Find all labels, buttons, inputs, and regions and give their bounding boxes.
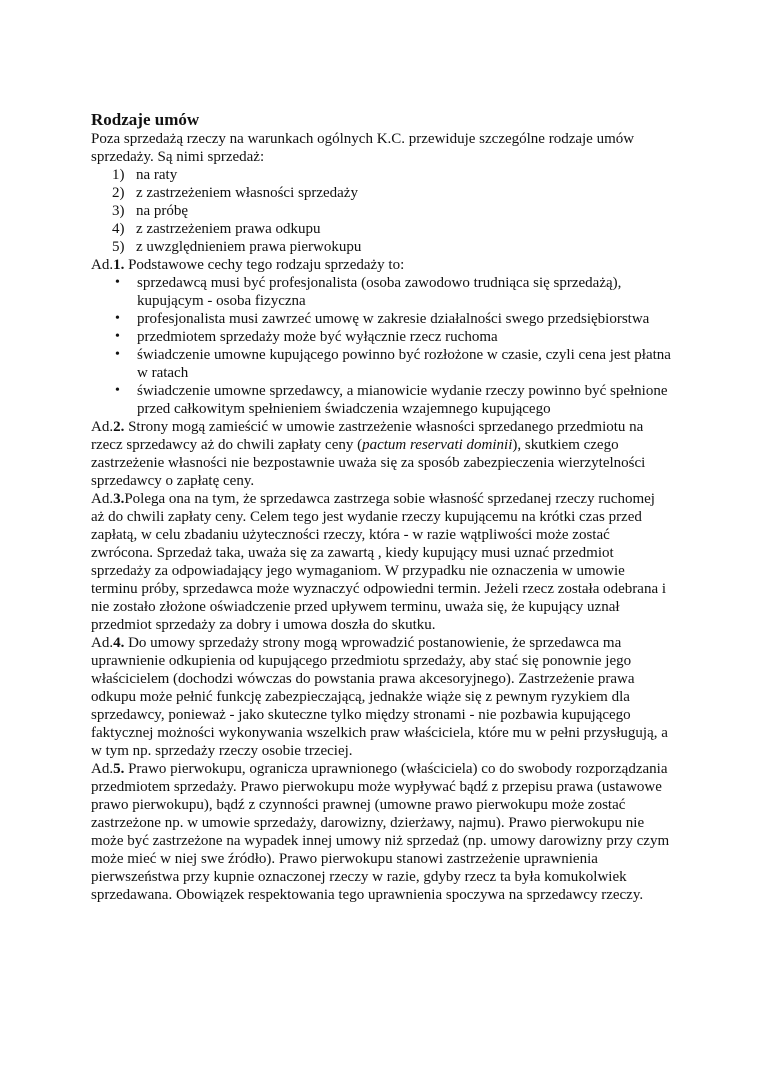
ad4-paragraph <box>91 634 671 760</box>
bullet-item <box>115 274 671 310</box>
ad-text: Prawo pierwokupu, ogranicza uprawnionego (właściciela) co do swobody rozporządzania przedmiotem sprzedaży. Prawo pierwokupu może wypływać bądź z przepisu prawa (ustawowe prawo pierwokupu), bądź z czynności prawnej (umowne prawo pierwokupu może zostać zastrzeżone np. w umowie sprzedaży, darowizny, dzierżawy, najmu). Prawo pierwokupu nie może być zastrzeżone na wypadek innej umowy niż sprzedaż (np. umowy darowizny przy czym może mieć w niej swe źródło). Prawo pierwokupu stanowi zastrzeżenie uprawnienia pierwszeństwa przy kupnie oznaczonej rzeczy w razie, gdyby rzecz ta była komukolwiek sprzedawana. Obowiązek respektowania tego uprawnienia spoczywa na sprzedawcy rzeczy. <box>91 761 670 903</box>
list-text: na raty <box>136 167 178 183</box>
ad1-paragraph <box>91 256 671 274</box>
ad-prefix: Ad. <box>91 419 114 435</box>
ad-number: 4. <box>113 635 125 651</box>
list-item <box>112 202 671 220</box>
bullet-text: przedmiotem sprzedaży może być wyłącznie rzecz ruchoma <box>137 329 498 345</box>
bullet-text: świadczenie umowne sprzedawcy, a mianowicie wydanie rzeczy powinno być spełnione przed całkowitym spełnieniem świadczenia wzajemnego kupującego <box>137 383 668 417</box>
bullet-icon: • <box>115 347 120 362</box>
list-item <box>112 184 671 202</box>
list-item <box>112 238 671 256</box>
list-text: z zastrzeżeniem prawa odkupu <box>136 221 321 237</box>
bullet-text: świadczenie umowne kupującego powinno być rozłożone w czasie, czyli cena jest płatna w ratach <box>137 347 671 381</box>
list-number: 1) <box>112 167 125 183</box>
list-number: 2) <box>112 185 125 201</box>
ad-text: ), skutkiem czego zastrzeżenie własności nie bezpostawnie uważa się za sposób zabezpieczenia wierzytelności sprzedawcy o zapłatę ceny. <box>91 437 646 489</box>
list-number: 5) <box>112 239 125 255</box>
list-text: na próbę <box>136 203 189 219</box>
ad-prefix: Ad. <box>91 491 114 507</box>
ad-number: 2. <box>113 419 125 435</box>
document-title: Rodzaje umów <box>91 110 200 129</box>
ad3-paragraph <box>91 490 671 634</box>
list-number: 3) <box>112 203 125 219</box>
contract-types-list <box>91 166 671 256</box>
ad-number: 3. <box>113 491 125 507</box>
ad-number: 1. <box>113 257 125 273</box>
ad-text: Strony mogą zamieścić w umowie zastrzeżenie własności sprzedanego przedmiotu na rzecz sprzedawcy aż do chwili zapłaty ceny ( <box>91 419 644 453</box>
ad-number: 5. <box>113 761 125 777</box>
features-list <box>91 274 671 418</box>
bullet-icon: • <box>115 383 120 398</box>
bullet-icon: • <box>115 275 120 290</box>
bullet-item <box>115 382 671 418</box>
bullet-icon: • <box>115 311 120 326</box>
bullet-text: profesjonalista musi zawrzeć umowę w zakresie działalności swego przedsiębiorstwa <box>137 311 650 327</box>
latin-term: pactum reservati dominii <box>362 437 513 453</box>
ad2-paragraph <box>91 418 671 490</box>
bullet-item <box>115 310 671 328</box>
ad5-paragraph <box>91 760 671 904</box>
ad-text: Do umowy sprzedaży strony mogą wprowadzić postanowienie, że sprzedawca ma uprawnienie odkupienia od kupującego przedmiotu sprzedaży, aby stać się ponownie jego właścicielem (dochodzi wówczas do powstania prawa akcesoryjnego). Zastrzeżenie prawa odkupu może pełnić funkcję zabezpieczającą, jednakże wiąże się z pewnym ryzykiem dla sprzedawcy, ponieważ - jako skuteczne tylko między stronami - nie pozbawia kupującego faktycznej możności wykonywania wszelkich praw właściciela, które mu w pełni przysługują, a w tym np. sprzedaży rzeczy osobie trzeciej. <box>91 635 668 759</box>
list-item <box>112 166 671 184</box>
ad-text: Podstawowe cechy tego rodzaju sprzedaży to: <box>124 257 405 273</box>
bullet-icon: • <box>115 329 120 344</box>
intro-paragraph: Poza sprzedażą rzeczy na warunkach ogólnych K.C. przewiduje szczególne rodzaje umów sprzedaży. Są nimi sprzedaż: <box>91 131 635 165</box>
bullet-item <box>115 328 671 346</box>
ad-prefix: Ad. <box>91 761 114 777</box>
ad-text: Polega ona na tym, że sprzedawca zastrzega sobie własność sprzedanej rzeczy ruchomej aż do chwili zapłaty ceny. Celem tego jest wydanie rzeczy kupującemu na krótki czas przed zapłatą, w celu zbadaniu użyteczności rzeczy, która - w razie wątpliwości może zostać zwrócona. Sprzedaż taka, uważa się za zawartą , kiedy kupujący musi uznać przedmiot sprzedaży za odpowiadający jego wymaganiom. W przypadku nie oznaczenia w umowie terminu próby, sprzedawca może wyznaczyć odpowiedni termin. Jeżeli rzecz została odebrana i nie zostało złożone oświadczenie przed upływem terminu, uważa się, że kupujący uznał przedmiot sprzedaży za dobry i umowa doszła do skutku. <box>91 491 667 633</box>
ad-prefix: Ad. <box>91 257 114 273</box>
bullet-text: sprzedawcą musi być profesjonalista (osoba zawodowo trudniąca się sprzedażą), kupującym - osoba fizyczna <box>137 275 622 309</box>
list-text: z zastrzeżeniem własności sprzedaży <box>136 185 358 201</box>
bullet-item <box>115 346 671 382</box>
list-item <box>112 220 671 238</box>
list-number: 4) <box>112 221 125 237</box>
ad-prefix: Ad. <box>91 635 114 651</box>
list-text: z uwzględnieniem prawa pierwokupu <box>136 239 362 255</box>
document-page <box>91 110 671 904</box>
